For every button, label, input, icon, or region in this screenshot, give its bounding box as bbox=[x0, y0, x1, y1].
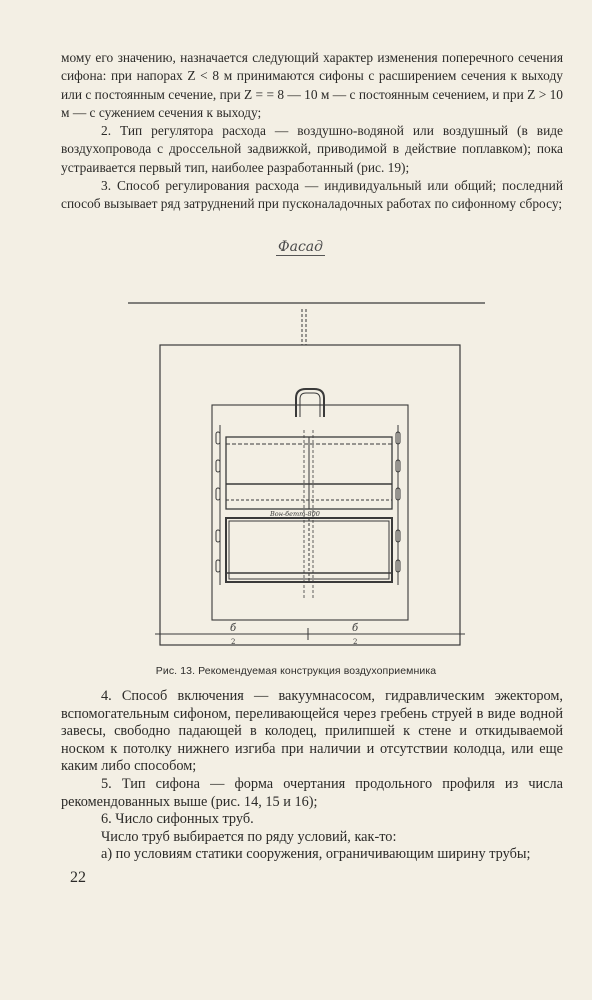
page-number: 22 bbox=[70, 869, 86, 886]
paragraph: мому его значению, назначается следующий характер изменения поперечного сечения сифона: при напорах Z < 8 м принимаются сифоны с расширением сечения к выходу или с постоянным сечение, при Z = = 8 — 10 м — с постоянным сечением, и при Z > 10 м — с сужением сечения к выходу; bbox=[61, 50, 563, 120]
paragraph: 2. Тип регулятора расхода — воздушно-водяной или воздушный (в виде воздухопровода с дроссельной задвижкой, приводимой в действие поплавком); пока устраивается первый тип, наиболее разработанный (рис. 19); bbox=[61, 123, 563, 175]
paragraph: 4. Способ включения — вакуумнасосом, гидравлическим эжектором, вспомогательным сифоном, переливающейся через гребень струей в виде водной завесы, свободно падающей в колодец, прилипшей к стене и откидываемой носком к потолку нижнего изгиба при наличии и отсутствии колодца, или еще каким либо способом; bbox=[61, 688, 563, 775]
paragraph: 5. Тип сифона — форма очертания продольного профиля из числа рекомендованных выше (рис. 14, 15 и 16); bbox=[61, 775, 563, 810]
dimension-sub-left: 2 bbox=[231, 638, 236, 646]
paragraph: 3. Способ регулирования расхода — индивидуальный или общий; последний способ вызывает ряд затруднений при пусконаладочных работах по сифонному сбросу; bbox=[61, 178, 563, 212]
figure-caption: Рис. 13. Рекомендуемая конструкция воздухоприемника bbox=[155, 665, 437, 677]
figure-title: Фасад bbox=[278, 239, 324, 255]
paragraph: 6. Число сифонных труб. bbox=[101, 811, 254, 828]
dimension-label-right: б bbox=[352, 623, 359, 634]
inner-label: Вон-бетт-800 bbox=[270, 510, 320, 518]
paragraph: Число труб выбирается по ряду условий, как-то: bbox=[101, 828, 397, 845]
slots-left bbox=[216, 432, 220, 572]
dimension-label-left: б bbox=[230, 623, 237, 634]
body-text-bottom bbox=[61, 688, 563, 864]
paragraph: а) по условиям статики сооружения, ограничивающим ширину трубы; bbox=[101, 846, 531, 863]
dimension-sub-right: 2 bbox=[353, 638, 358, 646]
